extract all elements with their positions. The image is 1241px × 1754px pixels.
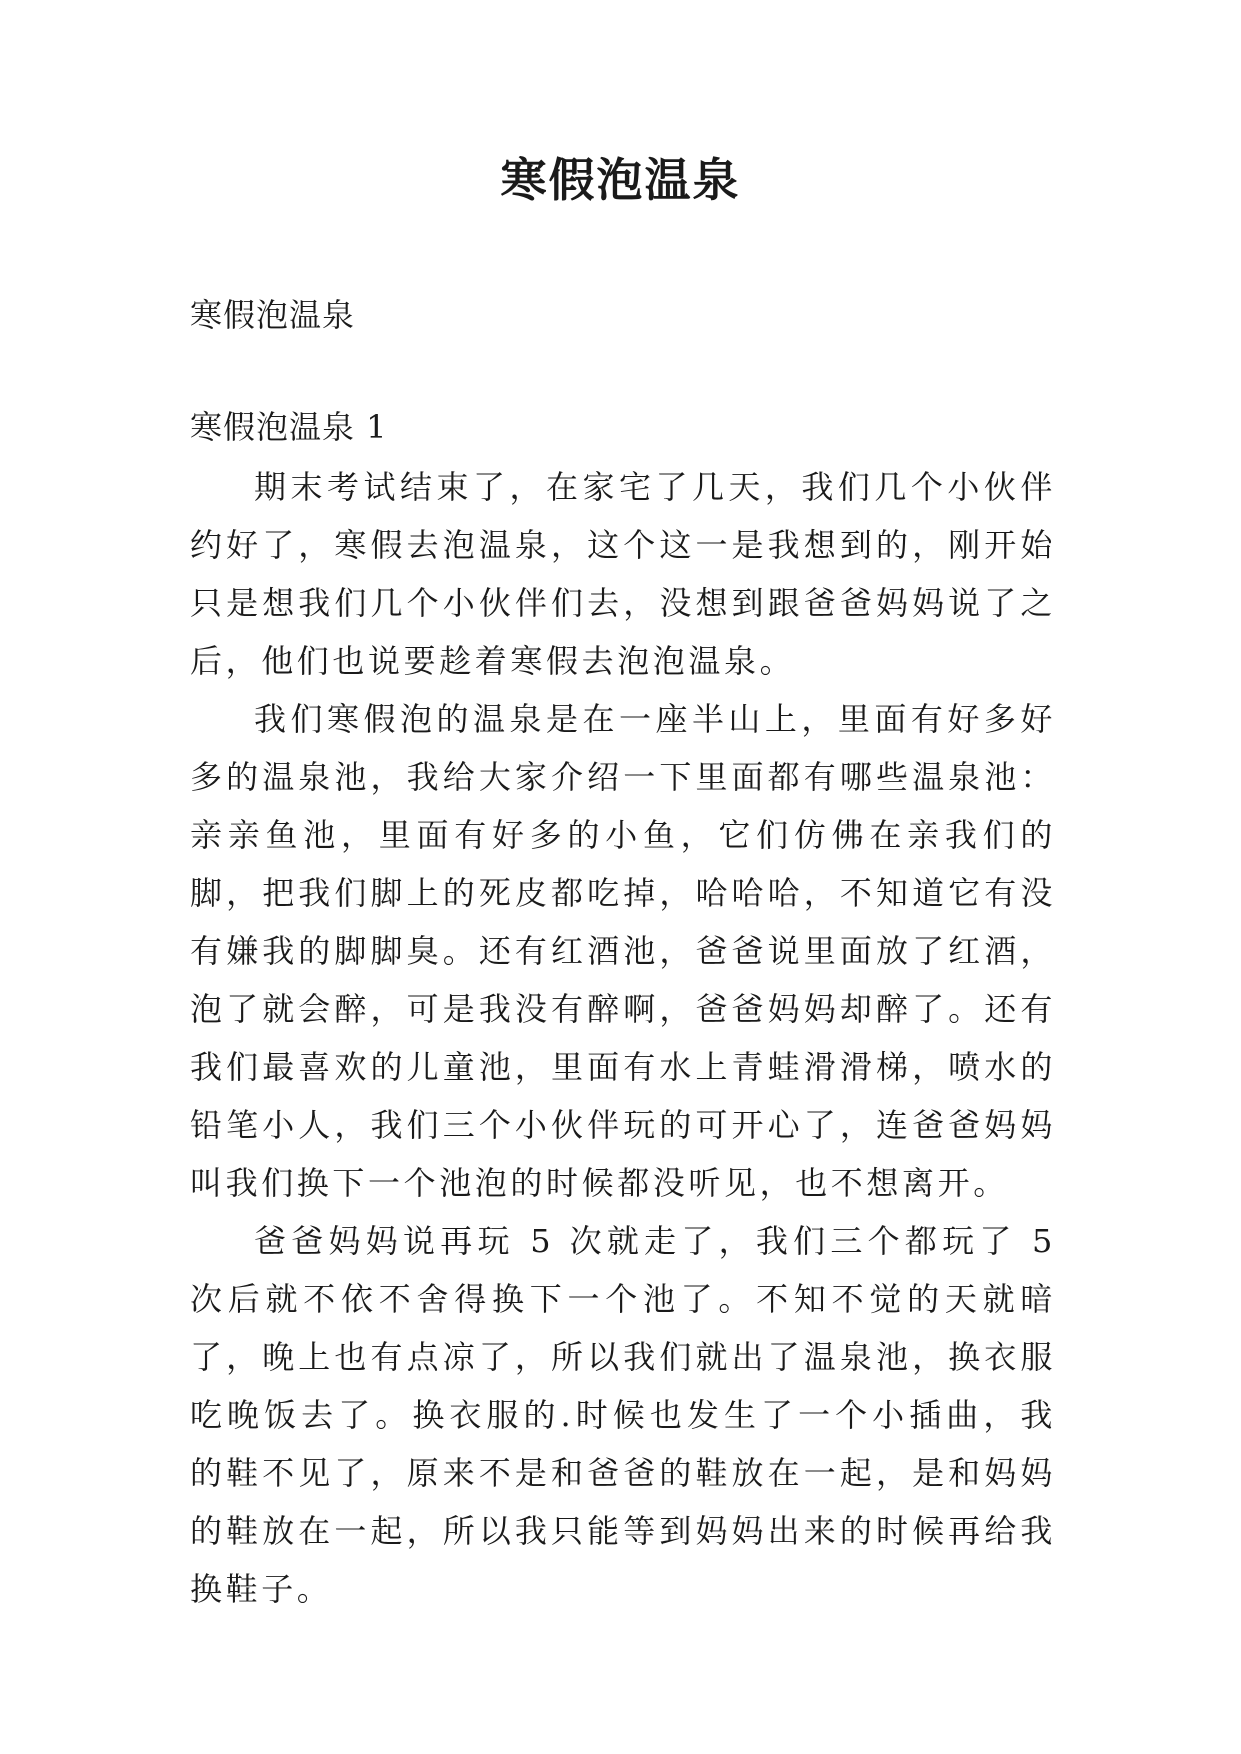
paragraph-1: 期末考试结束了，在家宅了几天，我们几个小伙伴约好了，寒假去泡温泉，这个这一是我想到的，刚开始只是想我们几个小伙伴们去，没想到跟爸爸妈妈说了之后，他们也说要趁着寒假去泡泡温泉。 (190, 468, 1056, 680)
document-title: 寒假泡温泉 (500, 153, 741, 207)
paragraph-2: 我们寒假泡的温泉是在一座半山上，里面有好多好多的温泉池，我给大家介绍一下里面都有哪些温泉池：亲亲鱼池，里面有好多的小鱼，它们仿佛在亲我们的脚，把我们脚上的死皮都吃掉，哈哈哈，不知道它有没有嫌我的脚脚臭。还有红酒池，爸爸说里面放了红酒，泡了就会醉，可是我没有醉啊，爸爸妈妈却醉了。还有我们最喜欢的儿童池，里面有水上青蛙滑滑梯，喷水的铅笔小人，我们三个小伙伴玩的可开心了，连爸爸妈妈叫我们换下一个池泡的时候都没听见，也不想离开。 (190, 700, 1056, 1202)
section-body (190, 458, 1056, 1618)
section-heading: 寒假泡温泉 1 (190, 408, 388, 446)
document-body (190, 290, 1056, 1618)
document-subtitle: 寒假泡温泉 (190, 296, 356, 334)
paragraph-3: 爸爸妈妈说再玩 5 次就走了，我们三个都玩了 5 次后就不依不舍得换下一个池了。不知不觉的天就暗了，晚上也有点凉了，所以我们就出了温泉池，换衣服吃晚饭去了。换衣服的.时候也发生了一个小插曲，我的鞋不见了，原来不是和爸爸的鞋放在一起，是和妈妈的鞋放在一起，所以我只能等到妈妈出来的时候再给我换鞋子。 (190, 1222, 1056, 1608)
